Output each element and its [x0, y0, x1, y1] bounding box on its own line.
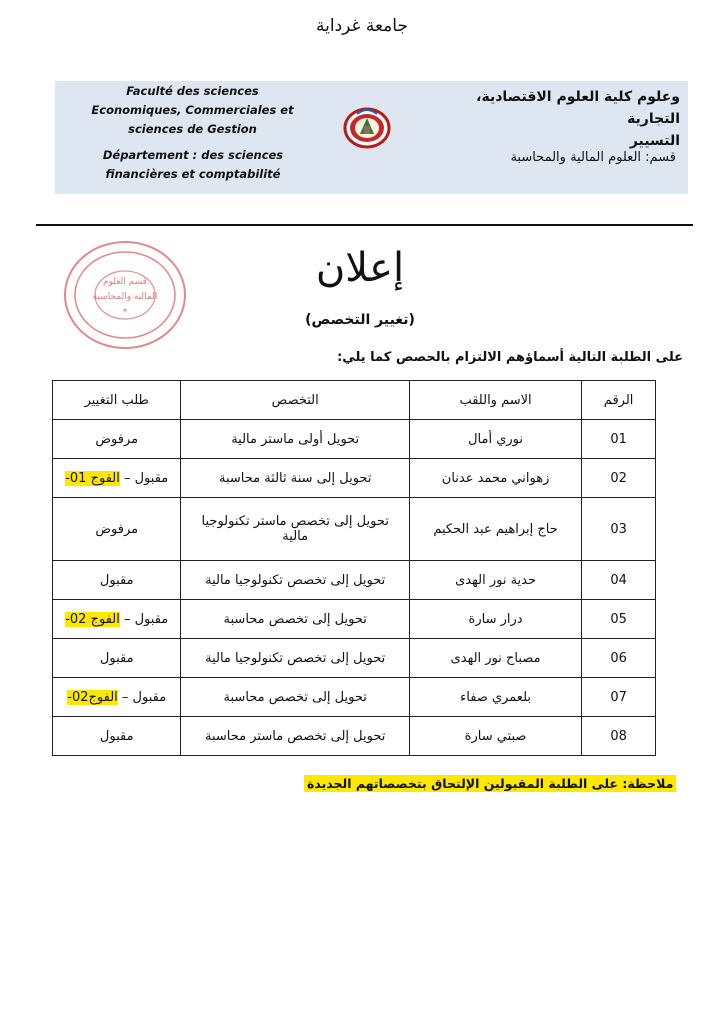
status-text: مقبول – — [123, 611, 169, 627]
group-badge: الفوج02- — [67, 689, 118, 705]
group-badge: الفوج 01- — [65, 470, 120, 486]
row-number: 03 — [582, 498, 656, 561]
university-logo-icon — [340, 104, 394, 150]
announcement-intro: على الطلبة التالية أسماؤهم الالتزام بالحصص كما يلي: — [337, 350, 683, 365]
department-stamp-icon — [62, 239, 188, 351]
row-specialty: تحويل إلى تخصص ماستر تكنولوجيا مالية — [181, 498, 409, 561]
row-status — [53, 678, 181, 717]
status-text: مقبول — [99, 728, 134, 744]
row-number: 07 — [582, 678, 656, 717]
table-row — [53, 639, 656, 678]
row-status — [53, 459, 181, 498]
french-department-name — [88, 146, 298, 184]
row-number: 01 — [582, 420, 656, 459]
table-row — [53, 717, 656, 756]
fr-department-line: financières et comptabilité — [105, 167, 281, 181]
status-text: مقبول — [99, 650, 134, 666]
row-name: مصباح نور الهدى — [409, 639, 581, 678]
row-number: 06 — [582, 639, 656, 678]
fr-faculty-line: sciences de Gestion — [128, 122, 257, 136]
table-header-row — [53, 381, 656, 420]
table-row — [53, 561, 656, 600]
header-specialty: التخصص — [181, 381, 409, 420]
stamp-line: المالية والمحاسبة — [92, 292, 158, 302]
status-text: مرفوض — [95, 431, 139, 447]
fr-department-line: Département : des sciences — [102, 148, 284, 162]
row-status — [53, 420, 181, 459]
row-name: حدية نور الهدى — [409, 561, 581, 600]
arabic-faculty-name — [420, 86, 680, 152]
row-status — [53, 600, 181, 639]
row-specialty: تحويل أولى ماستر مالية — [181, 420, 409, 459]
header-number: الرقم — [582, 381, 656, 420]
svg-text:*: * — [122, 307, 128, 318]
students-table — [52, 380, 656, 756]
university-name: جامعة غرداية — [316, 16, 408, 36]
fr-faculty-line: Faculté des sciences — [126, 84, 259, 98]
header-divider — [36, 224, 693, 226]
row-specialty: تحويل إلى تخصص محاسبة — [181, 600, 409, 639]
row-specialty: تحويل إلى تخصص محاسبة — [181, 678, 409, 717]
table-row — [53, 498, 656, 561]
row-status — [53, 561, 181, 600]
french-faculty-name — [80, 82, 305, 139]
status-text: مرفوض — [95, 521, 139, 537]
row-name: بلعمري صفاء — [409, 678, 581, 717]
row-specialty: تحويل إلى سنة ثالثة محاسبة — [181, 459, 409, 498]
ar-faculty-line: وعلوم كلية العلوم الاقتصادية، التجارية — [476, 89, 680, 127]
arabic-department-name: قسم: العلوم المالية والمحاسبة — [510, 150, 676, 165]
header-name: الاسم واللقب — [409, 381, 581, 420]
row-specialty: تحويل إلى تخصص ماستر محاسبة — [181, 717, 409, 756]
row-number: 05 — [582, 600, 656, 639]
group-badge: الفوج 02- — [65, 611, 120, 627]
row-status — [53, 639, 181, 678]
row-number: 04 — [582, 561, 656, 600]
row-status — [53, 498, 181, 561]
fr-faculty-line: Economiques, Commerciales et — [91, 103, 294, 117]
row-specialty: تحويل إلى تخصص تكنولوجيا مالية — [181, 561, 409, 600]
row-specialty: تحويل إلى تخصص تكنولوجيا مالية — [181, 639, 409, 678]
row-name: درار سارة — [409, 600, 581, 639]
announcement-subtitle: (تغيير التخصص) — [305, 312, 415, 328]
stamp-line: قسم العلوم — [103, 277, 147, 287]
table-row — [53, 459, 656, 498]
row-name: صبتي سارة — [409, 717, 581, 756]
note-text: ملاحظة: على الطلبة المقبولين الإلتحاق بتخصصاتهم الجديدة — [304, 775, 676, 792]
row-number: 08 — [582, 717, 656, 756]
row-name: زهواني محمد عدنان — [409, 459, 581, 498]
header-request: طلب التغيير — [53, 381, 181, 420]
status-text: مقبول – — [121, 689, 167, 705]
ar-faculty-line: التسيير — [629, 133, 680, 149]
row-number: 02 — [582, 459, 656, 498]
row-name: حاج إبراهيم عبد الحكيم — [409, 498, 581, 561]
table-row — [53, 420, 656, 459]
table-row — [53, 678, 656, 717]
status-text: مقبول — [99, 572, 134, 588]
status-text: مقبول – — [123, 470, 169, 486]
row-status — [53, 717, 181, 756]
table-row — [53, 600, 656, 639]
announcement-title: إعلان — [315, 245, 405, 291]
row-name: نوري أمال — [409, 420, 581, 459]
